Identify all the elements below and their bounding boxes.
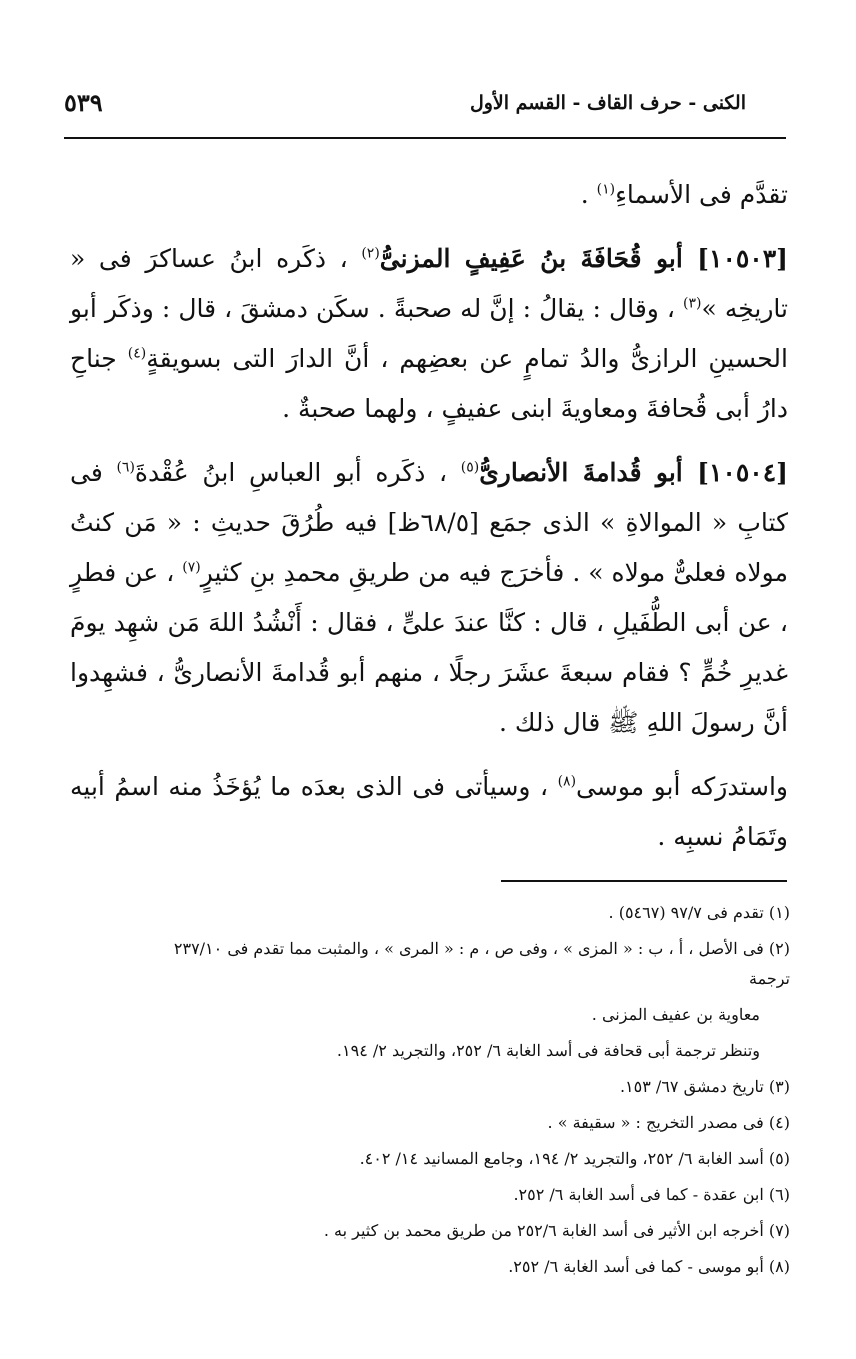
footnote-ref[interactable]: (٦) [116,459,135,476]
main-text [70,170,788,876]
footnote-5: (٥) أسد الغابة ٦/ ٢٥٢، والتجريد ٢/ ١٩٤، وجامع المسانيد ١٤/ ٤٠٢. [359,1149,790,1168]
footnote-8: (٨) أبو موسى - كما فى أسد الغابة ٦/ ٢٥٢. [508,1257,790,1276]
footnote-ref[interactable]: (٣) [683,295,702,312]
entry-heading: [١٠٥٠٤] أبو قُدامةَ الأنصارىُّ [479,458,788,487]
entry-10504 [70,448,788,748]
footnote-1: (١) تقدم فى ٩٧/٧ (٥٤٦٧) . [608,903,790,922]
text-run: فى كتابِ « الموالاةِ » الذى جمَع [٦٨/٥ظ] فيه طُرُقَ حديثِ : « مَن كنتُ مولاه فعلىٌّ مولاه » . فأخرَج فيه من طريقِ محمدِ بنِ كثيرٍ [70,458,788,587]
paragraph-continuation [70,170,788,220]
text-run: . [580,180,597,209]
footnote-ref[interactable]: (٧) [182,559,201,576]
footnote-ref[interactable]: (٤) [127,345,147,362]
footnote-ref[interactable]: (٨) [557,773,577,790]
footnote-6: (٦) ابن عقدة - كما فى أسد الغابة ٦/ ٢٥٢. [513,1185,790,1204]
entry-heading: [١٠٥٠٣] أبو قُحَافَةَ بنُ عَفِيفٍ المزنىُّ [379,244,788,273]
text-run: تقدَّم فى الأسماءِ [615,180,788,209]
paragraph-note [70,762,788,862]
text-run: ، ذكَره أبو العباسِ ابنُ عُقْدةَ [134,458,461,487]
footnote-divider [501,880,787,882]
footnote-3: (٣) تاريخ دمشق ٦٧/ ١٥٣. [619,1077,790,1096]
text-run: جناحِ دارُ أبى قُحافةَ ومعاويةَ ابنى عفيفٍ ، ولهما صحبةٌ . [70,344,788,423]
footnote-ref[interactable]: (١) [596,181,616,198]
running-title: الكنى - حرف القاف - القسم الأول [469,92,746,114]
footnote-ref[interactable]: (٥) [460,459,480,476]
footnote-ref[interactable]: (٢) [361,245,380,262]
page-number: ٥٣٩ [64,88,103,117]
text-run: ، عن فطرٍ ، عن أبى الطُّفَيلِ ، قال : كنَّا عندَ علىٍّ ، فقال : أَنْشُدُ اللهَ مَن شهِد يومَ غديرِ خُمٍّ ؟ فقام سبعةَ عشَرَ رجلًا ، منهم أبو قُدامةَ الأنصارىُّ ، فشهِدوا أنَّ رسولَ اللهِ ﷺ قال ذلك . [70,558,788,737]
entry-10503 [70,234,788,434]
page-header [64,88,786,124]
header-divider [64,137,786,139]
footnote-2-note: وتنظر ترجمة أبى قحافة فى أسد الغابة ٦/ ٢٥٢، والتجريد ٢/ ١٩٤. [336,1041,760,1060]
footnote-7: (٧) أخرجه ابن الأثير فى أسد الغابة ٢٥٢/٦ من طريق محمد بن كثير به . [323,1221,790,1240]
footnote-2: (٢) فى الأصل ، أ ، ب : « المزى » ، وفى ص ، م : « المرى » ، والمثبت مما تقدم فى ٢٣٧/١٠ ترجمة [173,939,790,988]
footnote-4: (٤) فى مصدر التخريج : « سقيفة » . [547,1113,790,1132]
text-run: ، ذكَره ابنُ عساكرَ فى « تاريخِه » [70,244,789,323]
text-run: ، وسيأتى فى الذى بعدَه ما يُؤخَذُ منه اسمُ أبيه وتَمَامُ نسبِه . [70,772,788,851]
text-run: ، وقال : يقالُ : إنَّ له صحبةً . سكَن دمشقَ ، قال : وذكَر أبو الحسينِ الرازىُّ والدُ تمامٍ عن بعضِهم ، أنَّ الدارَ التى بسويقةٍ [70,294,788,373]
footnotes [150,898,790,1288]
text-run: واستدرَكه أبو موسى [576,772,788,801]
footnote-2-continuation: معاوية بن عفيف المزنى . [591,1005,760,1024]
